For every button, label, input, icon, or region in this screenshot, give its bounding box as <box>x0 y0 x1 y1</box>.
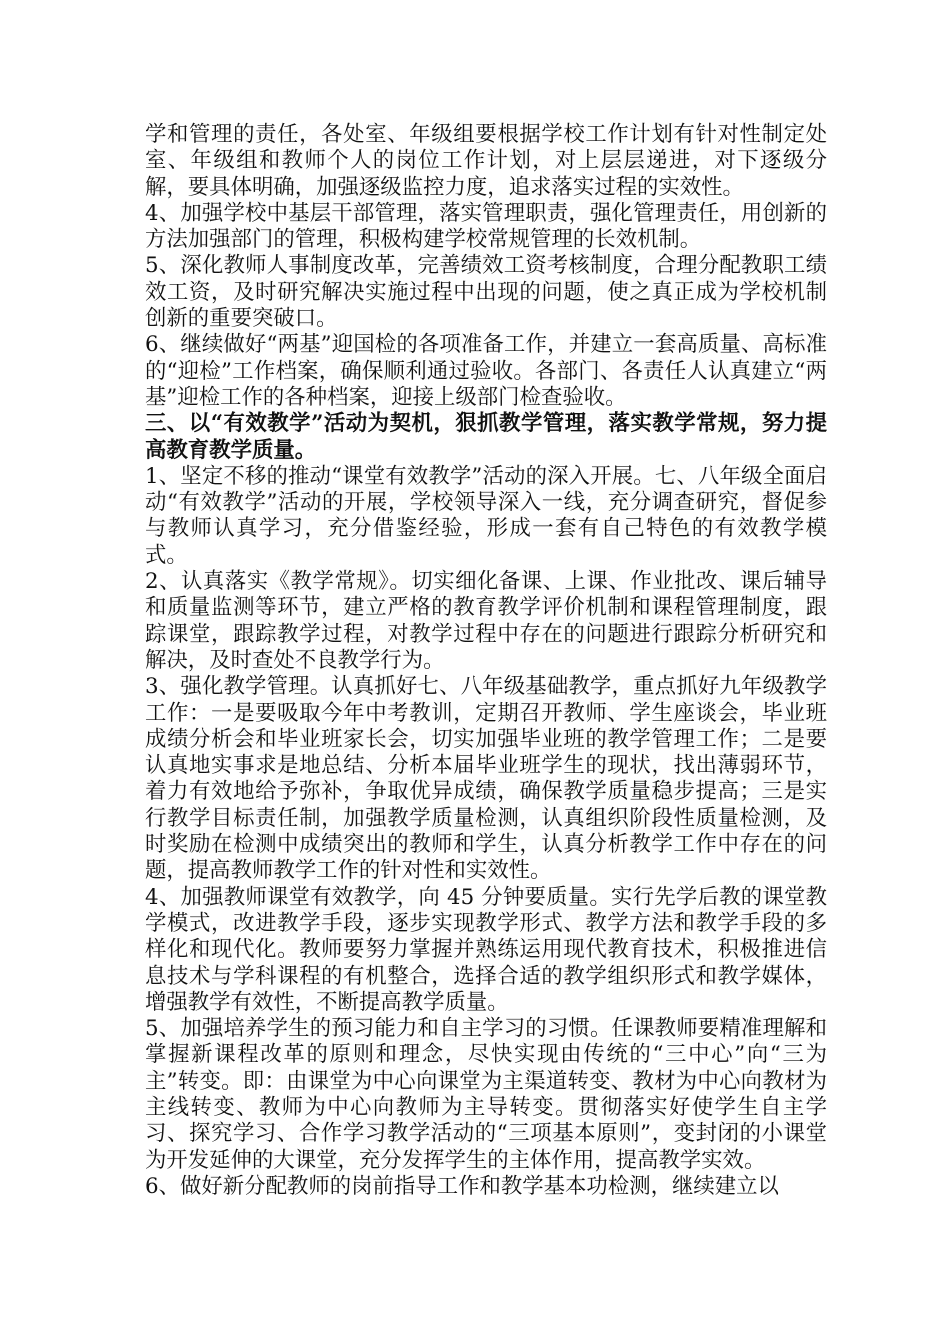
paragraph-item-2-teaching-routine: 2、认真落实《教学常规》。切实细化备课、上课、作业批改、课后辅导和质量监测等环节，建立严格的教育教学评价机制和课程管理制度，跟踪课堂，跟踪教学过程，对教学过程中存在的问题进行跟踪分析研究和解决，及时查处不良教学行为。 <box>145 569 827 673</box>
paragraph-item-4-cadre-management: 4、加强学校中基层干部管理，落实管理职责，强化管理责任，用创新的方法加强部门的管理，积极构建学校常规管理的长效机制。 <box>145 200 827 253</box>
paragraph-item-5-self-study: 5、加强培养学生的预习能力和自主学习的习惯。任课教师要精准理解和掌握新课程改革的原则和理念，尽快实现由传统的“三中心”向“三为主”转变。即：由课堂为中心向课堂为主渠道转变、教材为中心向教材为主线转变、教师为中心向教师为主导转变。贯彻落实好使学生自主学习、探究学习、合作学习教学活动的“三项基本原则”，变封闭的小课堂为开发延伸的大课堂，充分发挥学生的主体作用，提高教学实效。 <box>145 1016 827 1173</box>
paragraph-item-6-new-teachers: 6、做好新分配教师的岗前指导工作和教学基本功检测，继续建立以 <box>145 1173 779 1199</box>
paragraph-continued: 学和管理的责任，各处室、年级组要根据学校工作计划有针对性制定处室、年级组和教师个人的岗位工作计划，对上层层递进，对下逐级分解，要具体明确，加强逐级监控力度，追求落实过程的实效性。 <box>145 122 827 200</box>
document-body <box>145 122 827 1200</box>
paragraph-item-5-personnel-reform: 5、深化教师人事制度改革，完善绩效工资考核制度，合理分配教职工绩效工资，及时研究解决实施过程中出现的问题，使之真正成为学校机制创新的重要突破口。 <box>145 253 827 332</box>
paragraph-item-6-inspection-prep: 6、继续做好“两基”迎国检的各项准备工作，并建立一套高质量、高标准的“迎检”工作档案，确保顺利通过验收。各部门、各责任人认真建立“两基”迎检工作的各种档案，迎接上级部门检查验收。 <box>145 332 827 410</box>
section-heading-3: 三、以“有效教学”活动为契机，狠抓教学管理，落实教学常规，努力提高教育教学质量。 <box>145 411 827 463</box>
paragraph-item-4-classroom-teaching: 4、加强教师课堂有效教学，向 45 分钟要质量。实行先学后教的课堂教学模式，改进教学手段，逐步实现教学形式、教学方法和教学手段的多样化和现代化。教师要努力掌握并熟练运用现代教育技术，积极推进信息技术与学科课程的有机整合，选择合适的教学组织形式和教学媒体，增强教学有效性，不断提高教学质量。 <box>145 884 827 1015</box>
paragraph-item-1-effective-teaching: 1、坚定不移的推动“课堂有效教学”活动的深入开展。七、八年级全面启动“有效教学”活动的开展，学校领导深入一线，充分调查研究，督促参与教师认真学习，充分借鉴经验，形成一套有自己特色的有效教学模式。 <box>145 463 827 568</box>
paragraph-item-3-teaching-management: 3、强化教学管理。认真抓好七、八年级基础教学，重点抓好九年级教学工作：一是要吸取今年中考教训，定期召开教师、学生座谈会，毕业班成绩分析会和毕业班家长会，切实加强毕业班的教学管理工作；二是要认真地实事求是地总结、分析本届毕业班学生的现状，找出薄弱环节，着力有效地给予弥补，争取优异成绩，确保教学质量稳步提高；三是实行教学目标责任制，加强教学质量检测，认真组织阶段性质量检测，及时奖励在检测中成绩突出的教师和学生，认真分析教学工作中存在的问题，提高教师教学工作的针对性和实效性。 <box>145 674 827 884</box>
